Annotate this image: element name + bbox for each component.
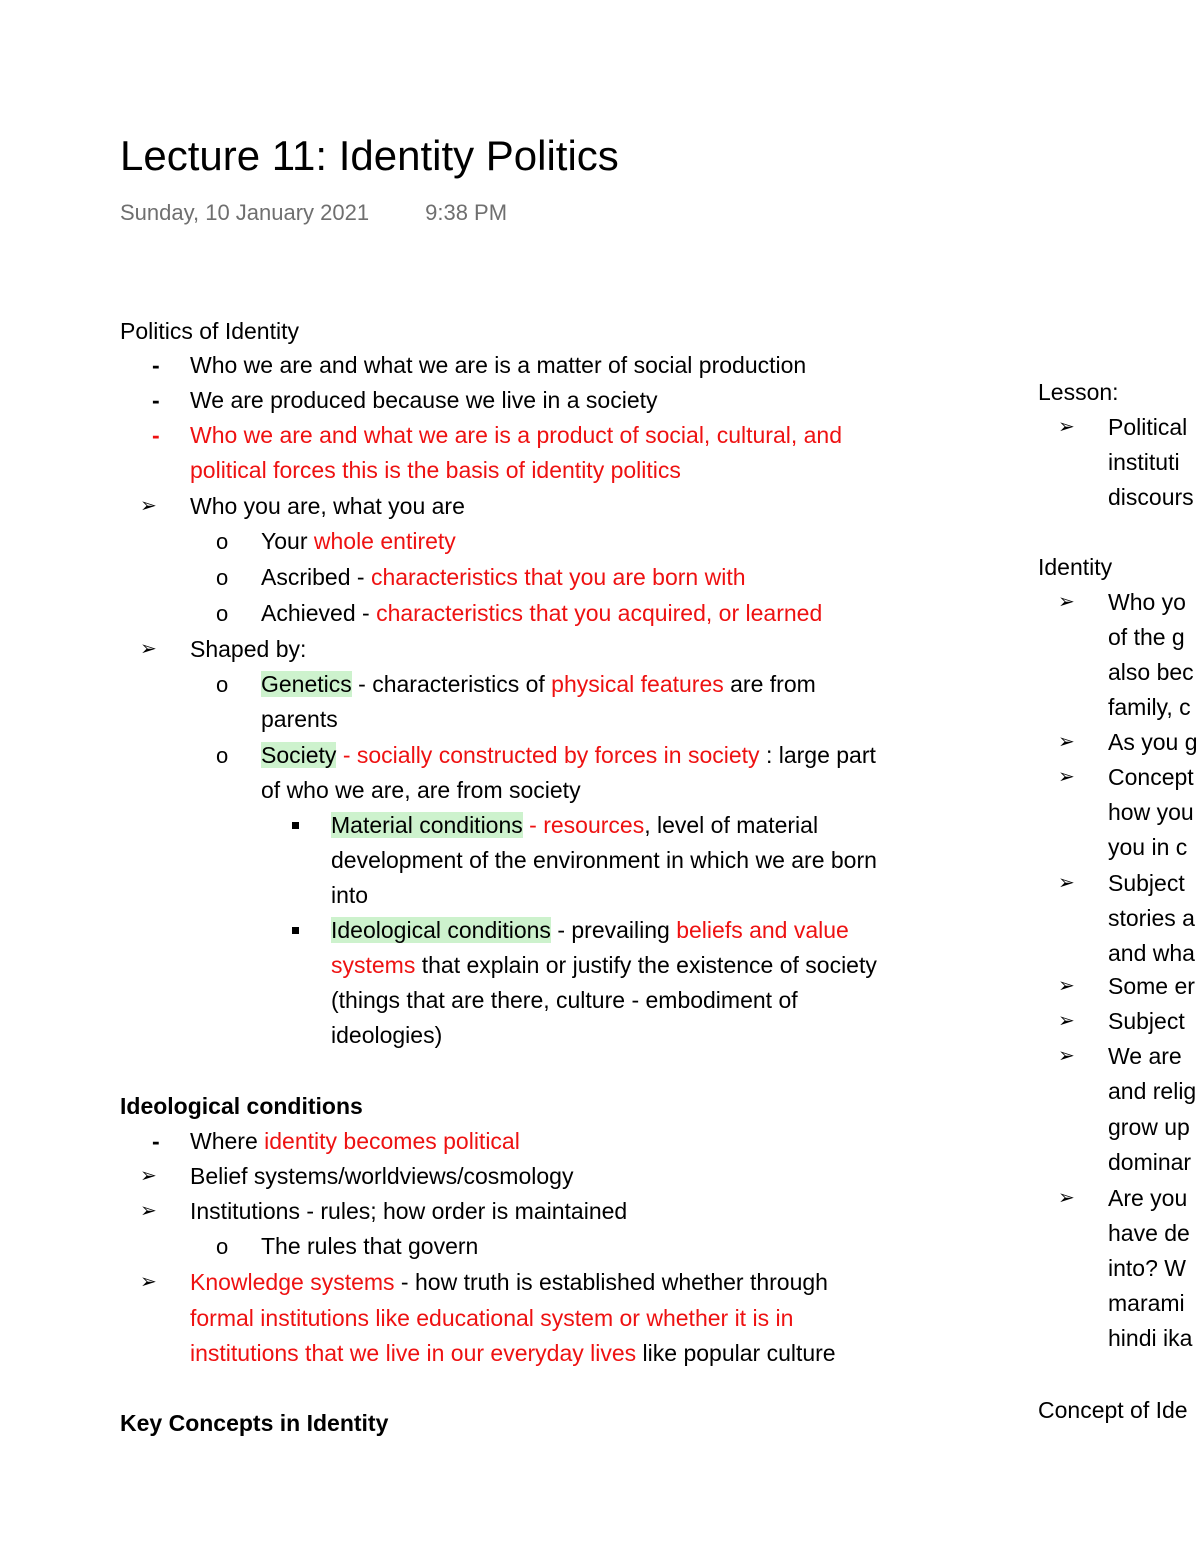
section-heading-identity: Identity: [1038, 554, 1113, 580]
arrow-bullet-icon: ➢: [1058, 766, 1075, 788]
emphasis-text: institutions that we live in our everyday lives: [190, 1340, 637, 1366]
note-line: [261, 667, 816, 702]
arrow-bullet-icon: ➢: [1058, 591, 1075, 613]
arrow-bullet-icon: ➢: [1058, 731, 1075, 753]
text-run: Ascribed -: [261, 564, 371, 590]
note-line: stories a: [1108, 905, 1195, 931]
note-line: and relig: [1108, 1078, 1197, 1104]
page-meta: [120, 200, 507, 226]
note-line: also bec: [1108, 659, 1194, 685]
note-line: of the g: [1108, 624, 1185, 650]
arrow-bullet-icon: ➢: [140, 1271, 157, 1293]
circle-bullet-icon: o: [216, 529, 229, 554]
arrow-bullet-icon: ➢: [1058, 416, 1075, 438]
note-line: [261, 560, 746, 595]
note-line: Some er: [1108, 973, 1195, 999]
note-line: marami: [1108, 1290, 1185, 1316]
note-line: discours: [1108, 484, 1194, 510]
arrow-bullet-icon: ➢: [1058, 872, 1075, 894]
emphasis-text: Knowledge systems: [190, 1269, 395, 1295]
note-line: ideologies): [331, 1022, 443, 1048]
arrow-bullet-icon: ➢: [140, 495, 157, 517]
note-line: have de: [1108, 1220, 1190, 1246]
arrow-bullet-icon: ➢: [140, 1165, 157, 1187]
circle-bullet-icon: o: [216, 672, 229, 697]
highlighted-term: Genetics: [261, 671, 352, 697]
note-line: formal institutions like educational system or whether it is in: [190, 1305, 794, 1331]
note-line: development of the environment in which we are born: [331, 847, 877, 873]
emphasis-text: -: [522, 812, 544, 838]
note-line: dominar: [1108, 1149, 1192, 1175]
arrow-bullet-icon: ➢: [1058, 1045, 1075, 1067]
note-line: into? W: [1108, 1255, 1186, 1281]
note-line: Political: [1108, 414, 1188, 440]
note-line: grow up: [1108, 1114, 1190, 1140]
emphasis-text: characteristics that you are born with: [370, 564, 746, 590]
section-heading-ideological-conditions: Ideological conditions: [120, 1093, 363, 1119]
dash-bullet: -: [152, 1128, 160, 1154]
note-line: Who we are and what we are is a matter of social production: [190, 352, 807, 378]
emphasis-text: resources: [543, 812, 645, 838]
note-line: (things that are there, culture - embodiment of: [331, 987, 798, 1013]
text-run: - prevailing: [550, 917, 677, 943]
note-line: hindi ika: [1108, 1325, 1193, 1351]
page-time: 9:38 PM: [425, 200, 508, 225]
square-bullet-icon: [292, 913, 299, 948]
emphasis-text: whole entirety: [313, 528, 456, 554]
note-line: Institutions - rules; how order is maintained: [190, 1198, 628, 1224]
section-heading-lesson: Lesson:: [1038, 379, 1119, 405]
text-run: Achieved -: [261, 600, 377, 626]
note-line: Who yo: [1108, 589, 1186, 615]
text-run: : large part: [759, 742, 876, 768]
note-line: parents: [261, 706, 338, 732]
note-line: [331, 913, 849, 948]
text-run: , level of material: [644, 812, 819, 838]
dash-bullet: -: [152, 387, 160, 413]
emphasis-text: -: [336, 742, 357, 768]
square-bullet-icon: [292, 808, 299, 843]
note-line: family, c: [1108, 694, 1191, 720]
page-date: Sunday, 10 January 2021: [120, 200, 370, 225]
note-line: instituti: [1108, 449, 1180, 475]
text-run: are from: [723, 671, 816, 697]
note-line: Who you are, what you are: [190, 493, 465, 519]
circle-bullet-icon: o: [216, 565, 229, 590]
emphasis-text: systems: [331, 952, 416, 978]
emphasis-text: characteristics that you acquired, or learned: [376, 600, 823, 626]
circle-bullet-icon: o: [216, 601, 229, 626]
note-line: [190, 1336, 836, 1371]
arrow-bullet-icon: ➢: [140, 638, 157, 660]
note-line: Who we are and what we are is a product of social, cultural, and: [190, 422, 843, 448]
note-line: [190, 1124, 520, 1159]
section-heading-politics-of-identity: Politics of Identity: [120, 318, 299, 344]
note-line: Concept: [1108, 764, 1194, 790]
note-line: As you g: [1108, 729, 1198, 755]
section-heading-concept-of-identity: Concept of Ide: [1038, 1397, 1188, 1423]
note-line: The rules that govern: [261, 1233, 479, 1259]
dash-bullet: -: [152, 422, 160, 448]
emphasis-text: physical features: [551, 671, 724, 697]
text-run: - characteristics of: [351, 671, 552, 697]
note-line: [261, 738, 876, 773]
text-run: Your: [261, 528, 314, 554]
highlighted-term: Ideological conditions: [331, 917, 551, 943]
arrow-bullet-icon: ➢: [140, 1200, 157, 1222]
note-line: Shaped by:: [190, 636, 307, 662]
arrow-bullet-icon: ➢: [1058, 1187, 1075, 1209]
page-title: Lecture 11: Identity Politics: [120, 132, 619, 179]
note-line: how you: [1108, 799, 1194, 825]
note-line: of who we are, are from society: [261, 777, 581, 803]
note-line: and wha: [1108, 940, 1195, 966]
note-line: Subject: [1108, 1008, 1185, 1034]
note-line: [190, 1265, 828, 1300]
highlighted-term: Society: [261, 742, 337, 768]
arrow-bullet-icon: ➢: [1058, 1010, 1075, 1032]
emphasis-text: identity becomes political: [264, 1128, 520, 1154]
note-line: [261, 524, 456, 559]
note-line: We are produced because we live in a society: [190, 387, 658, 413]
note-line: into: [331, 882, 369, 908]
note-line: Subject: [1108, 870, 1185, 896]
note-line: Are you: [1108, 1185, 1188, 1211]
dash-bullet: -: [152, 352, 160, 378]
circle-bullet-icon: o: [216, 1234, 229, 1259]
emphasis-text: socially constructed by forces in society: [356, 742, 760, 768]
note-line: [331, 808, 818, 843]
note-line: Belief systems/worldviews/cosmology: [190, 1163, 574, 1189]
arrow-bullet-icon: ➢: [1058, 975, 1075, 997]
text-run: Where: [190, 1128, 265, 1154]
note-line: you in c: [1108, 834, 1188, 860]
note-line: political forces this is the basis of identity politics: [190, 457, 681, 483]
text-run: - how truth is established whether through: [394, 1269, 828, 1295]
note-line: We are: [1108, 1043, 1182, 1069]
text-run: like popular culture: [636, 1340, 836, 1366]
highlighted-term: Material conditions: [331, 812, 523, 838]
note-line: [261, 596, 822, 631]
text-run: that explain or justify the existence of society: [415, 952, 877, 978]
emphasis-text: beliefs and value: [676, 917, 849, 943]
note-line: [331, 948, 877, 983]
section-heading-key-concepts: Key Concepts in Identity: [120, 1410, 389, 1436]
circle-bullet-icon: o: [216, 743, 229, 768]
